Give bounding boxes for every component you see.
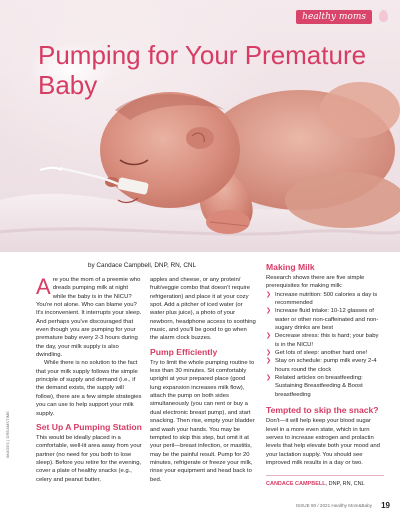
paragraph: Try to limit the whole pumping routine to less than 30 minutes. Sit comfortably upright at your prepared place (good lung expansion increases milk flow), attach the pump on both sides simultaneously (you can rent or buy a dual electronic breast pump), and start snacking. Then rise, empty your bladder and wash your hands. You may be tempted to skip this step, but omit it at your peril—breast infection, or mastitis, may be the painful result. Pump for 20 minutes, refrigerate or freeze your milk, rinse your equipment and head back to bed. — [150, 359, 255, 483]
list-item — [266, 307, 384, 332]
chevron-right-icon: ❯ — [266, 350, 272, 357]
byline: by Candace Campbell, DNP, RN, CNL — [87, 262, 197, 269]
brand-tag: healthy moms — [296, 10, 372, 24]
sidebar-column — [266, 262, 384, 489]
issue-footer: ISSUE 80 / 2021 Healthy Mom&Baby — [295, 503, 372, 508]
paragraph: apples and cheese, or any protein/ fruit/veggie combo that doesn't require refrigeration) and place it at your cozy spot. Add a pitcher of iced water (or water plus juice), a photo of your newborn, headphone access to soothing music, and you'll be good to go when the alarm clock buzzes. — [150, 277, 256, 342]
photo-credit: IMAGES | DREAMSTIME — [6, 411, 10, 458]
paragraph: Don't—it will help keep your blood sugar level in a more even state, which in turn serves to increase estrogen and prolactin levels that help elevate both your mood and your lactation supply. You should see improved milk results in a day or two. — [266, 418, 380, 466]
list-item-text: Stay on schedule: pump milk every 2-4 hours round the clock — [275, 358, 377, 373]
chevron-right-icon: ❯ — [266, 308, 272, 315]
list-item-text: Get lots of sleep: another hard one! — [275, 350, 368, 357]
author-name: CANDACE CAMPBELL — [266, 481, 326, 488]
section-heading: Set Up A Pumping Station — [36, 421, 142, 432]
page-number: 19 — [381, 501, 390, 510]
chevron-right-icon: ❯ — [266, 333, 272, 340]
paragraph: This would be ideally placed in a comfortable, well-lit area away from your partner (no need for you both to lose sleep). Before you retire for the evening, cover a plate of healthy snacks (e.g., celery and peanut butter, — [36, 434, 142, 483]
list-item — [266, 291, 384, 308]
list-item-text: Increase nutrition: 500 calories a day is recommended — [275, 291, 378, 307]
drop-cap: A — [36, 274, 51, 299]
section-heading: Pump Efficiently — [150, 346, 218, 357]
section-heading: Tempted to skip the snack? — [266, 405, 379, 416]
section-heading: Making Milk — [266, 262, 315, 272]
milk-drop-icon — [379, 10, 388, 22]
list-item — [266, 357, 384, 374]
sleeping-baby-illustration — [0, 0, 400, 252]
article-column-2 — [150, 276, 256, 484]
intro-text: re you the mom of a preemie who dreads pumping milk at night while the baby is in the NICU? You're not alone. Who can blame you? It's inconvenient. It interrupts your sleep. And perhaps you've discouraged that even though you are pumping for your premature baby every 2-3 hours during the day, your milk supply is also dwindling. — [36, 277, 142, 359]
author-bio — [266, 475, 384, 488]
prerequisites-list — [266, 291, 384, 399]
list-item-text: Increase fluid intake: 10-12 glasses of water or other non-caffeinated and non-sugary drinks are best — [275, 308, 379, 332]
chevron-right-icon: ❯ — [266, 358, 272, 365]
list-item-text: Decrease stress: this is hard; your baby is in the NICU! — [275, 333, 379, 348]
article-column-1 — [36, 276, 142, 484]
paragraph: While there is no solution to the fact that your milk supply follows the simple principle of supply and demand (i.e., if the demand exists, the supply will follow), there are a few simple strategies you can use to help support your milk supply. — [36, 360, 142, 417]
paragraph: Research shows there are five simple prerequisites for making milk: — [266, 275, 365, 290]
author-credentials: , DNP, RN, CNL — [325, 481, 365, 488]
list-item — [266, 349, 384, 357]
list-item-text: Related articles on breastfeeding: Sustaining Breastfeeding & Boost breastfeeding — [275, 375, 363, 398]
page-title: Pumping for Your Premature Baby — [38, 40, 367, 100]
list-item — [266, 332, 384, 349]
chevron-right-icon: ❯ — [266, 291, 272, 298]
list-item — [266, 374, 384, 399]
chevron-right-icon: ❯ — [266, 375, 272, 382]
hero-photo — [0, 0, 400, 252]
intro-paragraph — [36, 276, 142, 359]
